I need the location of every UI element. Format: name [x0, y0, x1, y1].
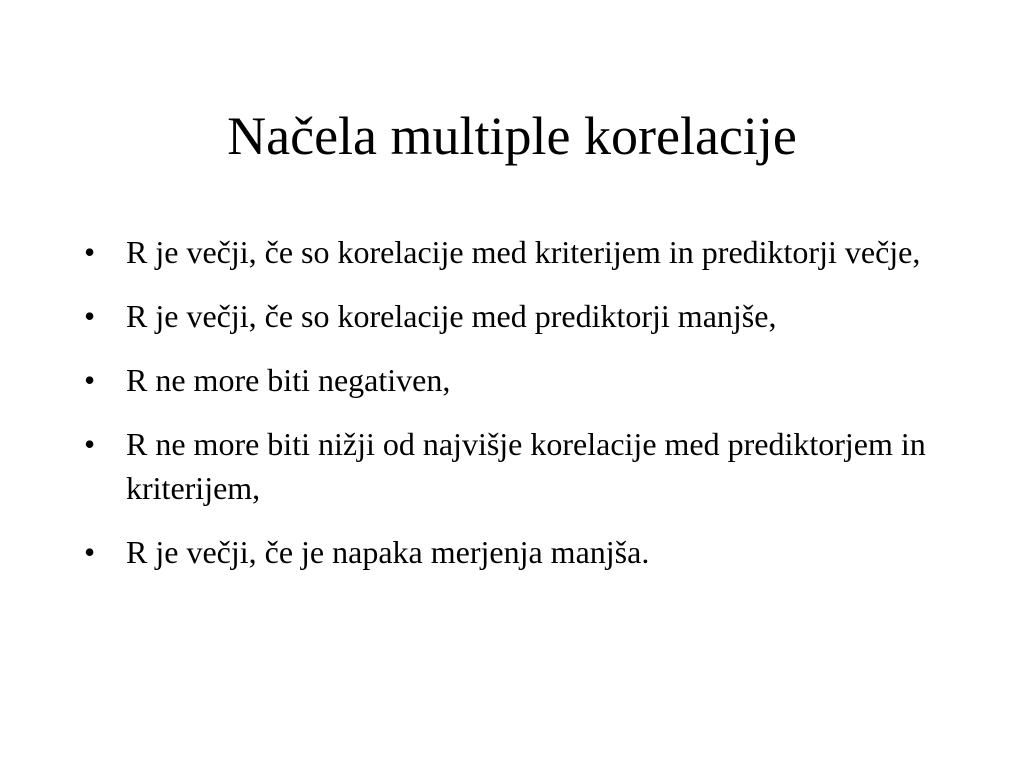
bullet-dot-icon: •: [84, 234, 96, 270]
bullet-item: [84, 294, 964, 338]
bullet-text: R je večji, če je napaka merjenja manjša.: [126, 534, 650, 570]
bullet-dot-icon: •: [84, 362, 96, 398]
bullet-text: R ne more biti nižji od najvišje korelacije med prediktorjem in kriterijem,: [126, 426, 926, 506]
bullet-text: R je večji, če so korelacije med kriterijem in prediktorji večje,: [126, 234, 921, 270]
bullet-item: [84, 530, 964, 574]
bullet-item: [84, 358, 964, 402]
bullet-list: [84, 230, 964, 594]
bullet-dot-icon: •: [84, 298, 96, 334]
bullet-item: [84, 422, 964, 510]
bullet-item: [84, 230, 964, 274]
bullet-dot-icon: •: [84, 534, 96, 570]
bullet-text: R ne more biti negativen,: [126, 362, 451, 398]
bullet-dot-icon: •: [84, 426, 96, 462]
slide-title: Načela multiple korelacije: [227, 106, 797, 166]
bullet-text: R je večji, če so korelacije med prediktorji manjše,: [126, 298, 777, 334]
